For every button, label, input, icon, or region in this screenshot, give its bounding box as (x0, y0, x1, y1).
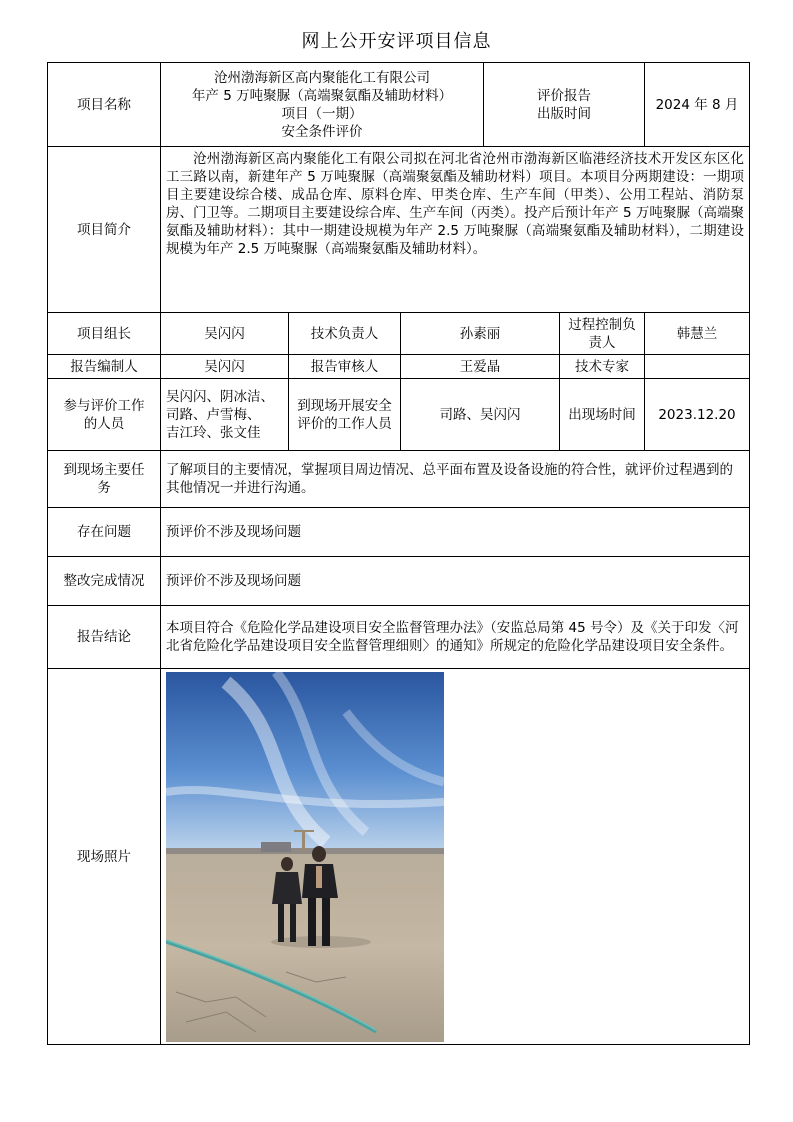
onsite-staff-names: 司路、吴闪闪 (401, 379, 560, 451)
onsite-time-label: 出现场时间 (560, 379, 645, 451)
rectify-text: 预评价不涉及现场问题 (161, 557, 750, 606)
participants-label (48, 379, 161, 451)
leader-label: 项目组长 (48, 313, 161, 355)
page-title: 网上公开安评项目信息 (301, 31, 492, 52)
intro-cell (161, 147, 750, 313)
intro-text: 沧州渤海新区高内聚能化工有限公司拟在河北省沧州市渤海新区临港经济技术开发区东区化工三路以南，新建年产 5 万吨聚脲（高端聚氨酯及辅助材料）项目。本项目分两期建设：一期项目主要建设综合楼、成品仓库、原料仓库、甲类仓库、生产车间（甲类）、公用工程站、消防泵房、门卫等。二期项目主要建设综合库、生产车间（丙类）。投产后预计年产 5 万吨聚脲（高端聚氨酯及辅助材料）：其中一期建设规模为年产 2.5 万吨聚脲（高端聚氨酯及辅助材料），二期建设规模为年产 2.5 万吨聚脲（高端聚氨酯及辅助材料）。 (166, 151, 744, 257)
project-name-value (161, 63, 484, 147)
tech-value: 孙素丽 (401, 313, 560, 355)
photo-cell (161, 669, 750, 1045)
project-name-line: 安全条件评价 (281, 123, 363, 140)
report-time-label-line: 出版时间 (537, 105, 591, 122)
onsite-staff-label-line: 到现场开展安全 (297, 397, 392, 414)
author-label: 报告编制人 (48, 355, 161, 379)
conclusion-text: 本项目符合《危险化学品建设项目安全监督管理办法》（安监总局第 45 号令）及《关于印发〈河北省危险化学品建设项目安全监督管理细则〉的通知》所规定的危险化学品建设项目安全条件。 (161, 606, 750, 669)
conclusion-label: 报告结论 (48, 606, 161, 669)
participants-label-line: 参与评价工作 (63, 397, 145, 414)
project-name-line: 沧州渤海新区高内聚能化工有限公司 (214, 69, 430, 86)
process-value: 韩慧兰 (645, 313, 750, 355)
task-label-line: 务 (97, 480, 111, 496)
task-label-line: 到现场主要任 (63, 462, 145, 478)
intro-label: 项目简介 (48, 147, 161, 313)
issues-text: 预评价不涉及现场问题 (161, 508, 750, 557)
participants-names-line: 吴闪闪、阴冰洁、 (166, 388, 274, 405)
project-name-line: 年产 5 万吨聚脲（高端聚氨酯及辅助材料） (191, 87, 453, 104)
participants-names-line: 司路、卢雪梅、 (166, 406, 261, 423)
expert-value (645, 355, 750, 379)
reviewer-value: 王爱晶 (401, 355, 560, 379)
process-label-line: 过程控制负 (568, 316, 636, 333)
process-label (560, 313, 645, 355)
expert-label: 技术专家 (560, 355, 645, 379)
tech-label: 技术负责人 (289, 313, 401, 355)
participants-names (161, 379, 289, 451)
issues-label: 存在问题 (48, 508, 161, 557)
project-name-line: 项目（一期） (281, 105, 363, 122)
task-label (48, 451, 161, 508)
report-time-label-line: 评价报告 (537, 87, 591, 104)
photo-label: 现场照片 (48, 669, 161, 1045)
process-label-line: 责人 (588, 334, 616, 351)
participants-names-line: 吉江玲、张文佳 (166, 424, 261, 441)
report-time-label (484, 63, 645, 147)
report-time-value: 2024 年 8 月 (645, 63, 750, 147)
author-value: 吴闪闪 (161, 355, 289, 379)
project-info-table (47, 62, 750, 1045)
reviewer-label: 报告审核人 (289, 355, 401, 379)
project-name-label: 项目名称 (48, 63, 161, 147)
participants-label-line: 的人员 (83, 415, 125, 432)
rectify-label: 整改完成情况 (48, 557, 161, 606)
onsite-staff-label (289, 379, 401, 451)
onsite-time-value: 2023.12.20 (645, 379, 750, 451)
site-photo (166, 672, 444, 1042)
leader-value: 吴闪闪 (161, 313, 289, 355)
task-text: 了解项目的主要情况，掌握项目周边情况、总平面布置及设备设施的符合性，就评价过程遇到的其他情况一并进行沟通。 (161, 451, 750, 508)
onsite-staff-label-line: 评价的工作人员 (297, 415, 392, 432)
